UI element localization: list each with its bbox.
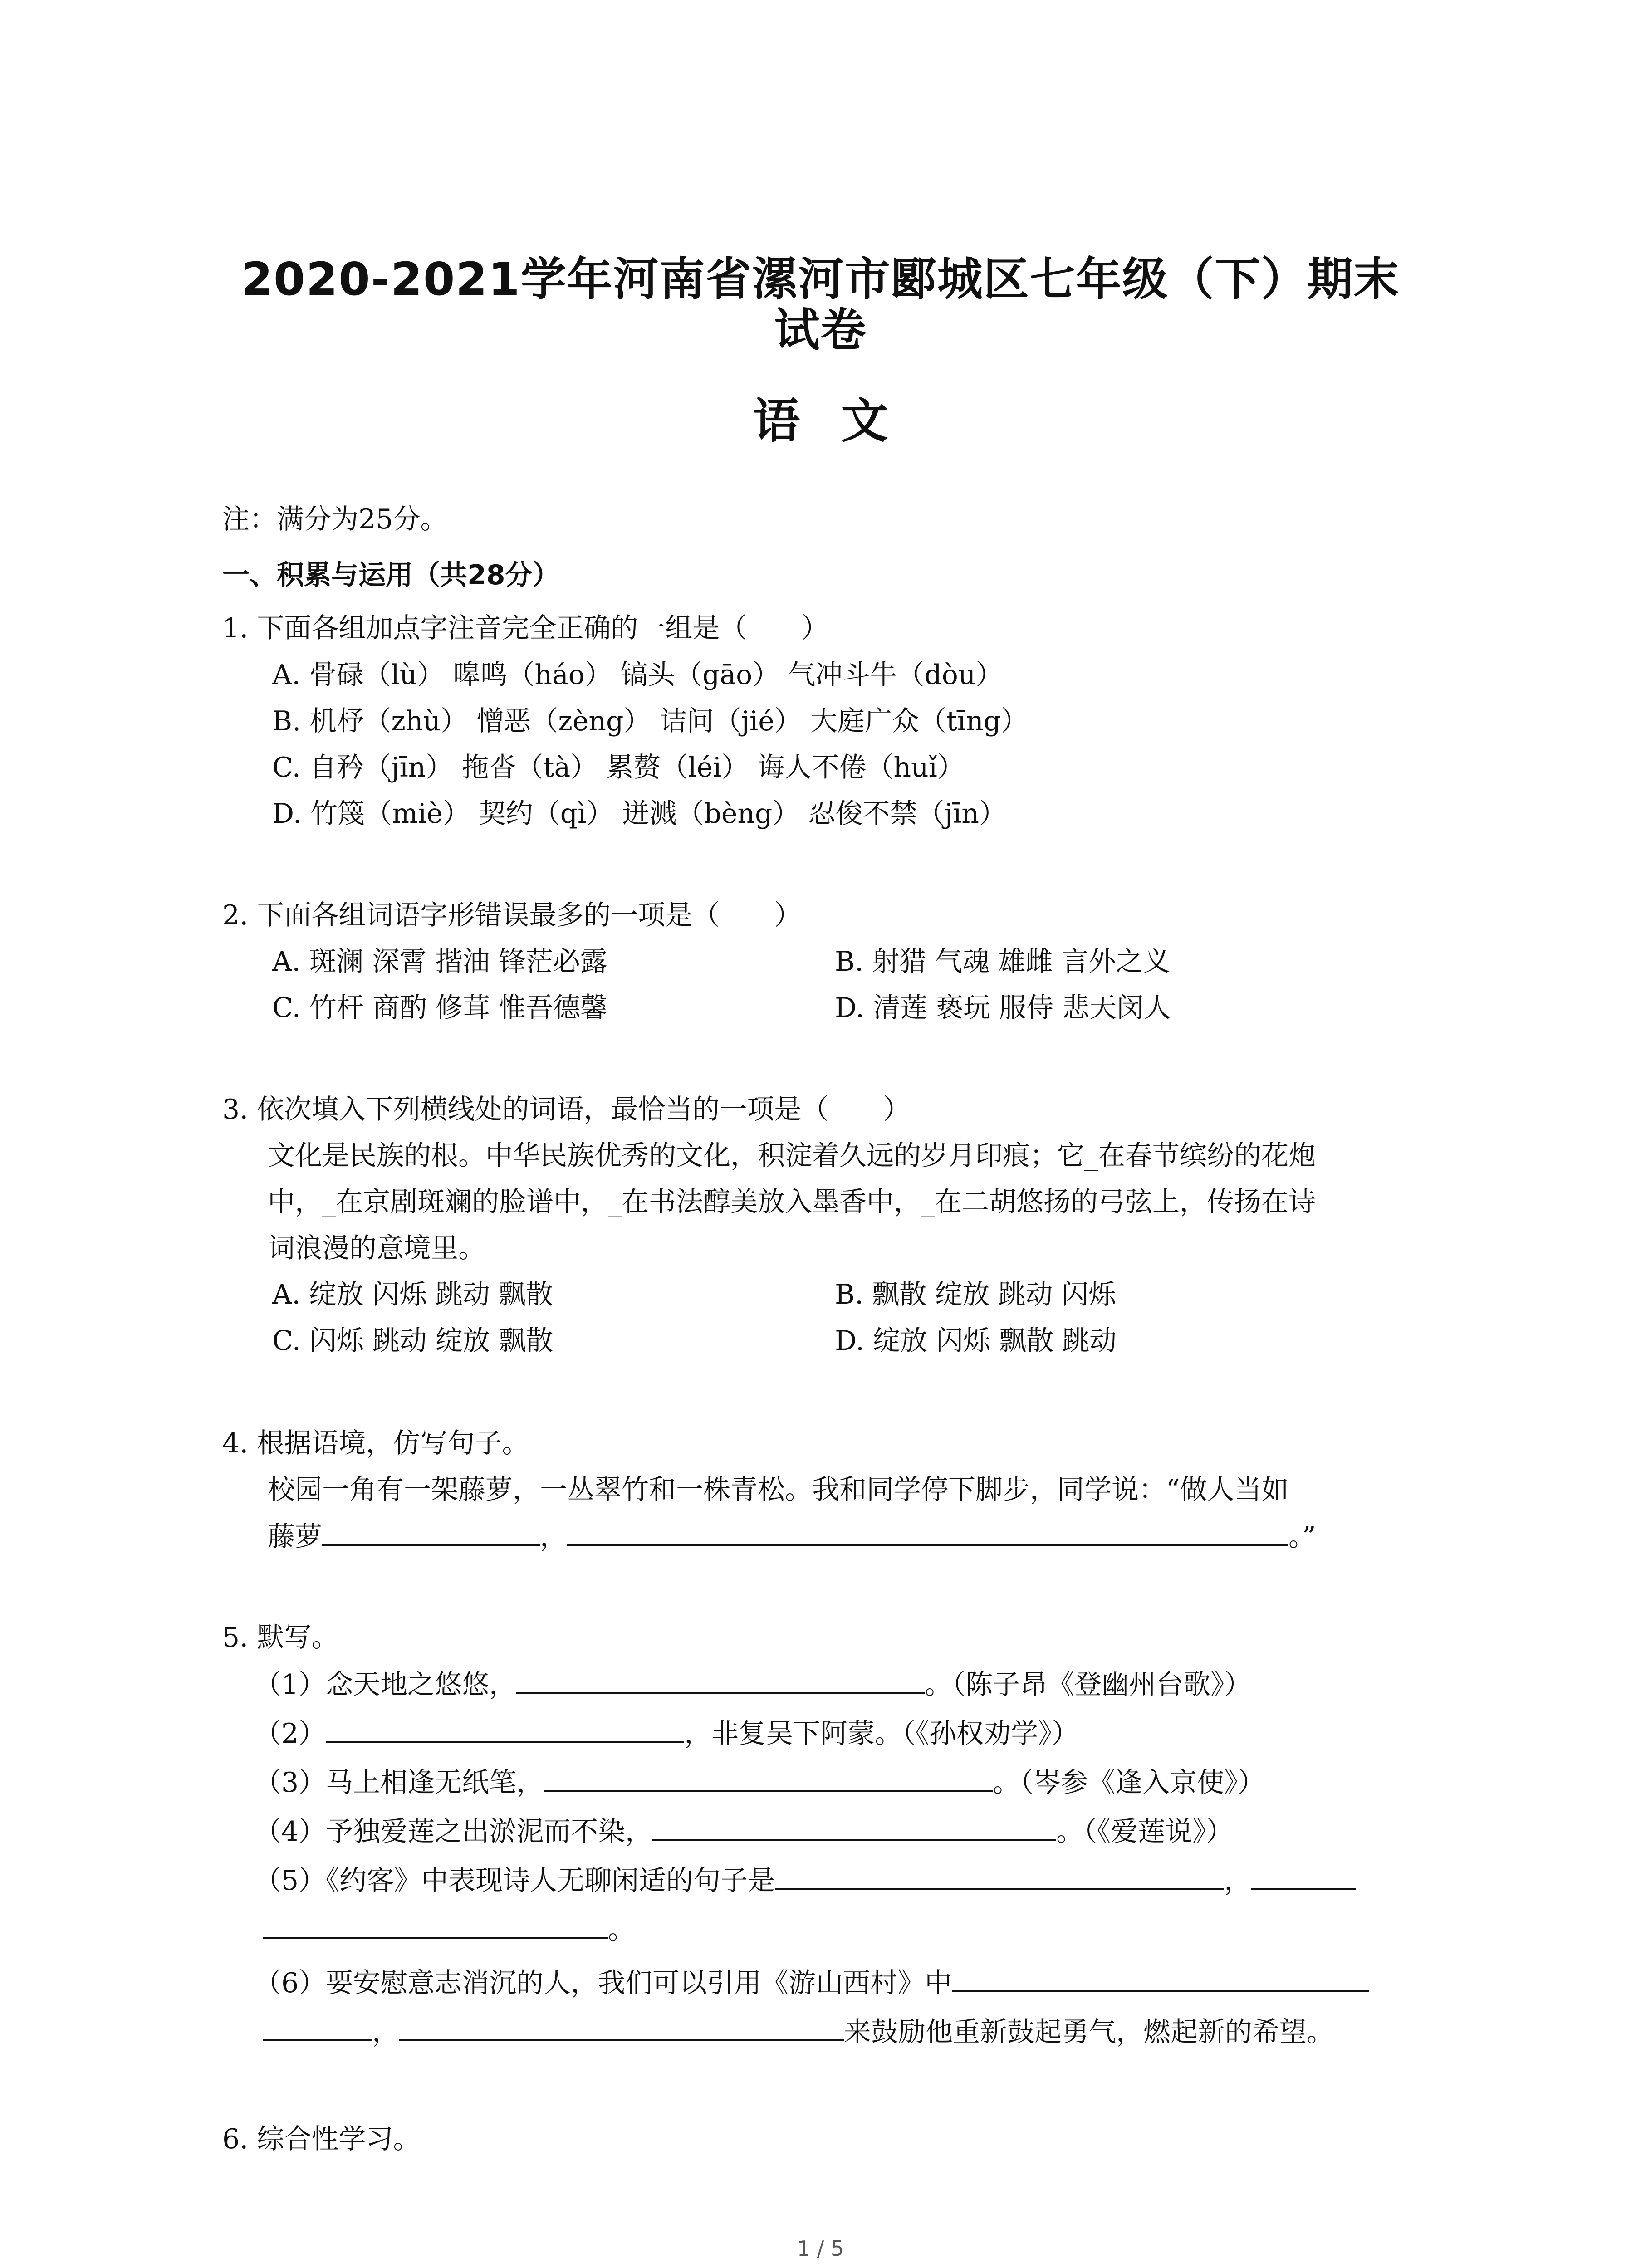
item-6-comma: ， [372, 2016, 399, 2048]
item-6-blank-1a[interactable] [952, 1964, 1369, 1992]
question-5-stem: 5. 默写。 [222, 1622, 339, 1653]
question-3-stem: 3. 依次填入下列横线处的词语，最恰当的一项是（ ） [222, 1094, 911, 1125]
question-3-passage-line1: 文化是民族的根。中华民族优秀的文化，积淀着久远的岁月印痕；它_在春节缤纷的花炮 [268, 1140, 1316, 1172]
question-4-comma: ， [540, 1521, 567, 1553]
item-6-blank-2[interactable] [399, 2013, 844, 2041]
section-heading: 一、积累与运用（共28分） [222, 559, 560, 591]
item-3-blank[interactable] [544, 1764, 993, 1792]
question-4-answer-line [268, 1518, 1316, 1555]
item-5-end: 。 [608, 1914, 635, 1945]
item-5-blank-2a[interactable] [1251, 1862, 1356, 1890]
question-4-end: 。” [1288, 1521, 1316, 1553]
item-3-prefix: （3）马上相逢无纸笔， [254, 1767, 544, 1799]
item-1-blank[interactable] [516, 1666, 925, 1694]
question-5-item-4 [254, 1813, 1233, 1850]
question-2-stem: 2. 下面各组词语字形错误最多的一项是（ ） [222, 899, 802, 931]
item-6-prefix: （6）要安慰意志消沉的人，我们可以引用《游山西村》中 [254, 1967, 952, 1999]
exam-title-line2: 试卷 [774, 303, 867, 357]
question-5-item-5 [254, 1862, 1356, 1899]
question-4-blank-1[interactable] [322, 1518, 540, 1546]
question-3-option-a: A. 绽放 闪烁 跳动 飘散 [272, 1279, 553, 1310]
question-5-item-3 [254, 1764, 1265, 1801]
question-6-stem: 6. 综合性学习。 [222, 2123, 421, 2155]
question-1-option-b: B. 机杼（zhù） 憎恶（zèng） 诘问（jié） 大庭广众（tīng） [272, 705, 1029, 737]
question-5-item-1 [254, 1666, 1251, 1703]
item-4-blank[interactable] [652, 1813, 1056, 1841]
question-2-option-b: B. 射猎 气魂 雄雌 言外之义 [835, 946, 1171, 978]
question-1-option-d: D. 竹篾（miè） 契约（qì） 迸溅（bèng） 忍俊不禁（jīn） [272, 798, 1006, 830]
question-1-option-a: A. 骨碌（lù） 嗥鸣（háo） 镐头（gāo） 气冲斗牛（dòu） [272, 659, 1003, 691]
page-number: 1 / 5 [797, 2236, 844, 2261]
subject-title: 语文 [753, 393, 929, 449]
item-4-prefix: （4）予独爱莲之出淤泥而不染， [254, 1816, 653, 1848]
item-4-suffix: 。（《爱莲说》） [1056, 1816, 1234, 1848]
question-5-item-6 [254, 1964, 1369, 2001]
question-2-option-c: C. 竹杆 商酌 修茸 惟吾德馨 [272, 992, 608, 1024]
question-4-blank-2[interactable] [567, 1518, 1288, 1546]
item-5-comma: ， [1224, 1865, 1252, 1897]
question-3-option-b: B. 飘散 绽放 跳动 闪烁 [835, 1279, 1116, 1310]
question-1-option-c: C. 自矜（jīn） 拖沓（tà） 累赘（léi） 诲人不倦（huǐ） [272, 752, 965, 783]
item-2-blank[interactable] [326, 1715, 684, 1743]
question-2-option-a: A. 斑澜 深霄 揩油 锋茫必露 [272, 946, 607, 978]
question-5-item-2 [254, 1715, 1079, 1752]
question-5-item-6-cont [263, 2013, 1334, 2050]
question-1-stem: 1. 下面各组加点字注音完全正确的一组是（ ） [222, 612, 829, 644]
exam-title-line1: 2020-2021学年河南省漯河市郾城区七年级（下）期末 [241, 253, 1400, 306]
question-4-stem: 4. 根据语境，仿写句子。 [222, 1427, 529, 1459]
question-3-option-d: D. 绽放 闪烁 飘散 跳动 [835, 1325, 1117, 1357]
item-2-suffix: ，非复吴下阿蒙。（《孙权劝学》） [684, 1718, 1079, 1750]
item-3-suffix: 。（岑参《逢入京使》） [993, 1767, 1265, 1799]
item-6-suffix: 来鼓励他重新鼓起勇气，燃起新的希望。 [844, 2016, 1334, 2048]
item-5-blank-1[interactable] [775, 1862, 1224, 1890]
question-3-passage-line2: 中，_在京剧斑斓的脸谱中，_在书法醇美放入墨香中，_在二胡悠扬的弓弦上，传扬在诗 [268, 1186, 1316, 1218]
question-3-option-c: C. 闪烁 跳动 绽放 飘散 [272, 1325, 554, 1357]
question-4-context: 校园一角有一架藤萝，一丛翠竹和一株青松。我和同学停下脚步，同学说：“做人当如 [268, 1474, 1289, 1505]
item-1-suffix: 。（陈子昂《登幽州台歌》） [925, 1669, 1252, 1701]
score-note: 注：满分为25分。 [222, 503, 448, 535]
item-5-prefix: （5）《约客》中表现诗人无聊闲适的句子是 [254, 1865, 775, 1897]
question-3-passage-line3: 词浪漫的意境里。 [268, 1232, 485, 1264]
question-5-item-5-cont [263, 1911, 635, 1948]
item-1-prefix: （1）念天地之悠悠， [254, 1669, 517, 1701]
question-4-prefix: 藤萝 [268, 1521, 322, 1553]
item-5-blank-2b[interactable] [263, 1911, 608, 1939]
item-6-blank-1b[interactable] [263, 2013, 372, 2041]
item-2-prefix: （2） [254, 1718, 326, 1750]
question-2-option-d: D. 清莲 亵玩 服侍 悲天闵人 [835, 992, 1171, 1024]
